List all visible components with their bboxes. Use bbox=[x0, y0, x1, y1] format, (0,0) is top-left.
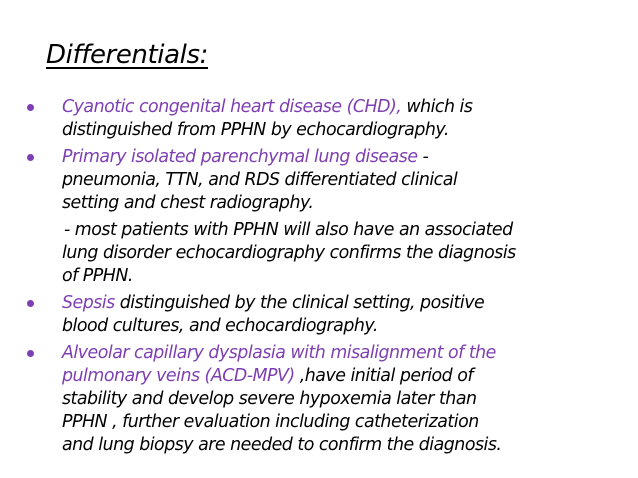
highlighted-term: Cyanotic congenital heart disease (CHD), bbox=[62, 97, 402, 117]
text-line: stability and develop severe hypoxemia later than bbox=[62, 389, 477, 409]
text-line: setting and chest radiography. bbox=[62, 193, 314, 213]
highlighted-term: Primary isolated parenchymal lung disease bbox=[62, 147, 418, 167]
list-item-sepsis bbox=[24, 292, 624, 338]
text-line: lung disorder echocardiography confirms the diagnosis bbox=[62, 243, 516, 263]
slide-title: Differentials: bbox=[46, 40, 208, 70]
text-line: PPHN , further evaluation including catheterization bbox=[62, 412, 479, 432]
text-line: and lung biopsy are needed to confirm the diagnosis. bbox=[62, 435, 502, 455]
bullet-icon bbox=[27, 104, 34, 111]
text-line: distinguished from PPHN by echocardiography. bbox=[62, 120, 449, 140]
text-line: pneumonia, TTN, and RDS differentiated clinical bbox=[62, 170, 458, 190]
list-item-associated-lung-disorder bbox=[24, 219, 624, 288]
highlighted-term: Alveolar capillary dysplasia with misalignment of the bbox=[62, 343, 496, 363]
bullet-icon bbox=[27, 154, 34, 161]
text-line: - most patients with PPHN will also have an associated bbox=[64, 220, 513, 240]
text-line bbox=[62, 365, 624, 388]
highlighted-term: Sepsis bbox=[62, 293, 115, 313]
text-line bbox=[62, 146, 624, 169]
line-text: ,have initial period of bbox=[294, 366, 474, 386]
text-line: of PPHN. bbox=[62, 266, 133, 286]
highlighted-term: pulmonary veins (ACD-MPV) bbox=[62, 366, 295, 386]
line-text: distinguished by the clinical setting, positive bbox=[114, 293, 485, 313]
bullet-icon bbox=[27, 300, 34, 307]
text-line: blood cultures, and echocardiography. bbox=[62, 316, 378, 336]
differentials-list bbox=[24, 96, 624, 461]
list-item-parenchymal-lung-disease bbox=[24, 146, 624, 215]
line-text: - bbox=[417, 147, 429, 167]
list-item-cyanotic-chd bbox=[24, 96, 624, 142]
bullet-icon bbox=[27, 350, 34, 357]
line-text: which is bbox=[401, 97, 473, 117]
text-line bbox=[62, 292, 624, 315]
text-line bbox=[62, 96, 624, 119]
list-item-acd-mpv bbox=[24, 342, 624, 457]
